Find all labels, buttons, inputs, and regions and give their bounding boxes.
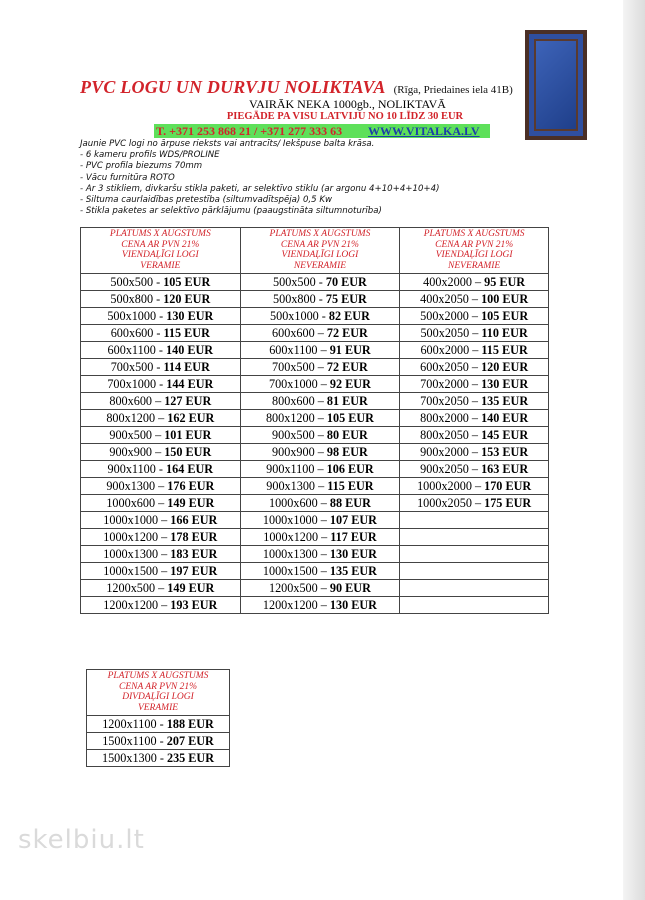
size-price-separator: –	[468, 427, 482, 442]
price-cell	[240, 444, 400, 461]
size-price-separator: –	[152, 427, 165, 442]
price-cell	[240, 461, 400, 478]
window-size: 500x1000	[270, 308, 319, 323]
price-cell	[240, 410, 400, 427]
price-cell	[81, 495, 241, 512]
price-cell	[400, 342, 549, 359]
price-cell	[400, 495, 549, 512]
price-cell	[87, 716, 230, 733]
header-price-label: CENA AR PVN 21%	[435, 239, 514, 250]
size-price-separator: –	[317, 580, 330, 595]
table-row	[81, 427, 549, 444]
window-price: 120 EUR	[481, 359, 529, 374]
window-size: 700x500	[110, 359, 154, 374]
price-cell	[400, 291, 549, 308]
price-cell	[240, 546, 400, 563]
window-price: 140 EUR	[481, 410, 529, 425]
price-cell	[240, 529, 400, 546]
header-window-type: VIENDAĻĪGI LOGI	[435, 250, 513, 260]
window-price: 81 EUR	[326, 393, 368, 408]
window-size: 1000x2000	[417, 478, 472, 493]
size-price-separator: –	[314, 444, 327, 459]
price-cell	[81, 308, 241, 325]
table-row	[87, 733, 230, 750]
window-price: 90 EUR	[329, 580, 371, 595]
header-opening-type: VERAMIE	[140, 260, 181, 271]
window-size: 1000x600	[268, 495, 318, 510]
size-price-separator: –	[317, 495, 330, 510]
table-row	[81, 461, 549, 478]
website-link[interactable]: WWW.VITALKA.LV	[368, 124, 480, 138]
price-cell	[81, 274, 241, 291]
size-price-separator: -	[156, 376, 167, 391]
size-price-separator: –	[468, 444, 482, 459]
price-cell	[240, 325, 400, 342]
table-row	[81, 393, 549, 410]
table-row	[81, 580, 549, 597]
window-size: 700x1000	[268, 376, 318, 391]
table-header-row	[81, 228, 549, 274]
window-price: 115 EUR	[327, 478, 374, 493]
price-cell	[240, 495, 400, 512]
price-cell	[81, 325, 241, 342]
price-cell	[240, 308, 400, 325]
header-window-type: VIENDAĻĪGI LOGI	[121, 250, 199, 260]
table-row	[81, 529, 549, 546]
window-size: 700x2050	[420, 393, 469, 408]
window-size: 1000x1300	[103, 546, 159, 561]
price-cell	[400, 597, 549, 614]
size-price-separator: –	[317, 597, 330, 612]
price-cell	[81, 342, 241, 359]
window-size: 1200x1100	[102, 716, 157, 731]
price-cell	[81, 376, 241, 393]
feature-line: - Stikla paketes ar selektīvo pārklājumu (paaugstināta siltumnoturība)	[80, 206, 382, 217]
column-header	[400, 228, 549, 274]
window-price: 72 EUR	[326, 325, 368, 340]
size-price-separator: -	[156, 750, 167, 765]
price-cell	[240, 342, 400, 359]
size-price-separator: –	[471, 478, 485, 493]
window-size: 900x1300	[106, 478, 156, 493]
price-cell	[240, 512, 400, 529]
window-size: 600x1100	[107, 342, 156, 357]
delivery-note: PIEGĀDE PA VISU LATVIJU NO 10 LĪDZ 30 EUR	[226, 111, 464, 122]
price-cell	[400, 478, 549, 495]
window-price: 120 EUR	[163, 291, 211, 306]
price-cell	[400, 393, 549, 410]
size-price-separator: –	[468, 308, 482, 323]
feature-line: - Ar 3 stikliem, divkaršu stikla paketi, ar selektīvo stiklu (ar argonu 4+10+4+10+4)	[80, 183, 440, 194]
window-price: 70 EUR	[325, 274, 367, 289]
header-dimensions-label: PLATUMS X AUGSTUMS	[423, 229, 525, 239]
window-price: 95 EUR	[484, 274, 526, 289]
price-cell	[400, 410, 549, 427]
window-size: 1000x1500	[262, 563, 318, 578]
price-cell	[81, 512, 241, 529]
table-row	[81, 478, 549, 495]
window-price: 163 EUR	[481, 461, 529, 476]
window-price: 183 EUR	[170, 546, 218, 561]
price-cell	[81, 410, 241, 427]
window-price: 175 EUR	[484, 495, 532, 510]
price-cell	[240, 274, 400, 291]
window-size: 1000x1200	[263, 529, 319, 544]
size-price-separator: -	[156, 716, 167, 731]
price-cell	[400, 325, 549, 342]
window-size: 600x600	[110, 325, 154, 340]
size-price-separator: –	[314, 325, 327, 340]
size-price-separator: –	[314, 410, 327, 425]
window-price: 149 EUR	[167, 495, 215, 510]
size-price-separator: –	[318, 529, 331, 544]
price-cell	[240, 478, 400, 495]
single-window-price-table	[80, 227, 549, 614]
price-cell	[240, 291, 400, 308]
window-size: 500x1000	[107, 308, 157, 323]
price-cell	[240, 580, 400, 597]
window-size: 900x1100	[107, 461, 156, 476]
window-price: 207 EUR	[166, 733, 214, 748]
window-price: 176 EUR	[167, 478, 215, 493]
window-size: 1500x1300	[101, 750, 157, 765]
feature-line: - PVC profila biezums 70mm	[80, 161, 203, 172]
window-price: 72 EUR	[326, 359, 368, 374]
warehouse-address: (Rīga, Priedaines iela 41B)	[393, 84, 513, 96]
window-size: 900x900	[109, 444, 153, 459]
size-price-separator: –	[315, 478, 328, 493]
window-price: 110 EUR	[481, 325, 528, 340]
size-price-separator: –	[468, 291, 482, 306]
size-price-separator: –	[317, 342, 330, 357]
price-cell	[81, 444, 241, 461]
header-price-label: CENA AR PVN 21%	[280, 239, 359, 250]
size-price-separator: –	[152, 393, 165, 408]
price-cell	[81, 478, 241, 495]
window-size: 700x2000	[420, 376, 469, 391]
table-row	[81, 291, 549, 308]
price-cell	[400, 461, 549, 478]
window-size: 1200x500	[268, 580, 318, 595]
window-size: 800x1200	[265, 410, 315, 425]
price-cell	[400, 359, 549, 376]
price-cell	[400, 274, 549, 291]
page-edge-shadow	[623, 0, 645, 900]
window-size: 700x1000	[107, 376, 157, 391]
window-size: 1000x1000	[262, 512, 318, 527]
price-cell	[81, 563, 241, 580]
table-row	[81, 359, 549, 376]
size-price-separator: –	[317, 376, 330, 391]
size-price-separator: –	[155, 410, 168, 425]
price-cell	[81, 291, 241, 308]
price-cell	[81, 427, 241, 444]
window-price: 130 EUR	[329, 597, 377, 612]
window-price: 88 EUR	[329, 495, 371, 510]
window-price: 149 EUR	[167, 580, 215, 595]
size-price-separator: –	[158, 546, 171, 561]
window-size: 700x500	[272, 359, 315, 374]
window-price: 235 EUR	[166, 750, 215, 765]
size-price-separator: –	[152, 444, 165, 459]
window-price: 115 EUR	[163, 325, 210, 340]
size-price-separator: –	[158, 529, 171, 544]
price-cell	[240, 563, 400, 580]
price-cell	[400, 444, 549, 461]
price-cell	[240, 376, 400, 393]
price-cell	[400, 376, 549, 393]
window-price: 105 EUR	[481, 308, 529, 323]
size-price-separator: –	[469, 325, 482, 340]
window-price: 127 EUR	[164, 393, 212, 408]
window-price: 98 EUR	[326, 444, 368, 459]
window-size: 500x500	[110, 274, 154, 289]
price-cell	[400, 529, 549, 546]
window-size: 800x600	[272, 393, 315, 408]
size-price-separator: –	[158, 597, 171, 612]
window-size: 500x2000	[420, 308, 469, 323]
price-cell	[81, 580, 241, 597]
size-price-separator: -	[155, 461, 167, 476]
price-cell	[400, 546, 549, 563]
phone-numbers: T. +371 253 868 21 / +371 277 333 63	[156, 124, 343, 138]
size-price-separator: –	[158, 563, 171, 578]
window-size: 1000x1500	[103, 563, 159, 578]
header-dimensions-label: PLATUMS X AUGSTUMS	[269, 229, 371, 239]
window-price: 117 EUR	[330, 529, 377, 544]
price-cell	[81, 393, 241, 410]
window-size: 600x2000	[420, 342, 470, 357]
window-price: 162 EUR	[167, 410, 215, 425]
feature-line: - 6 kameru profils WDS/PROLINE	[80, 150, 220, 161]
window-size: 600x1100	[269, 342, 318, 357]
table-header-row	[87, 670, 230, 716]
size-price-separator: –	[314, 393, 327, 408]
window-size: 600x600	[272, 325, 315, 340]
window-price: 80 EUR	[326, 427, 368, 442]
window-size: 900x500	[109, 427, 153, 442]
size-price-separator: -	[153, 325, 164, 340]
feature-line: - Siltuma caurlaidības pretestība (siltumvadītspēja) 0,5 Kw	[80, 195, 333, 206]
table-row	[81, 342, 549, 359]
window-price: 188 EUR	[166, 716, 214, 731]
price-cell	[400, 427, 549, 444]
window-price: 193 EUR	[170, 597, 218, 612]
feature-line: - Vācu furnitūra ROTO	[80, 172, 175, 183]
price-cell	[87, 733, 230, 750]
window-price: 150 EUR	[164, 444, 212, 459]
table-row	[87, 750, 230, 767]
window-size: 1000x1300	[262, 546, 318, 561]
price-cell	[81, 359, 241, 376]
window-price: 135 EUR	[329, 563, 377, 578]
size-price-separator: –	[317, 563, 330, 578]
table-row	[81, 563, 549, 580]
pvc-window-icon	[525, 30, 587, 140]
window-price: 130 EUR	[329, 546, 377, 561]
size-price-separator: -	[156, 308, 167, 323]
size-price-separator: -	[153, 291, 164, 306]
size-price-separator: -	[318, 308, 329, 323]
window-size: 1200x1200	[103, 597, 159, 612]
site-watermark: skelbiu.lt	[18, 825, 145, 855]
column-header	[81, 228, 241, 274]
price-cell	[81, 461, 241, 478]
column-header	[87, 670, 230, 716]
table-row	[81, 546, 549, 563]
header-opening-type: NEVERAMIE	[448, 260, 501, 271]
window-price: 153 EUR	[481, 444, 529, 459]
header-window-type: DIVDAĻĪGI LOGI	[122, 692, 194, 702]
window-price: 144 EUR	[166, 376, 214, 391]
window-price: 101 EUR	[164, 427, 212, 442]
window-price: 105 EUR	[326, 410, 374, 425]
price-cell	[400, 563, 549, 580]
price-cell	[81, 597, 241, 614]
window-price: 106 EUR	[326, 461, 374, 476]
window-size: 1200x1200	[262, 597, 318, 612]
price-cell	[87, 750, 230, 767]
window-size: 500x800	[273, 291, 316, 306]
size-price-separator: –	[317, 546, 330, 561]
window-size: 800x1200	[106, 410, 156, 425]
price-cell	[240, 597, 400, 614]
window-price: 130 EUR	[166, 308, 214, 323]
window-price: 164 EUR	[166, 461, 214, 476]
size-price-separator: –	[468, 461, 482, 476]
size-price-separator: –	[468, 393, 482, 408]
price-cell	[81, 546, 241, 563]
window-price: 166 EUR	[170, 512, 218, 527]
table-row	[81, 325, 549, 342]
header-price-label: CENA AR PVN 21%	[118, 681, 198, 692]
column-header	[240, 228, 400, 274]
size-price-separator: –	[468, 376, 482, 391]
window-price: 130 EUR	[481, 376, 529, 391]
header-opening-type: NEVERAMIE	[293, 260, 347, 271]
price-cell	[240, 359, 400, 376]
size-price-separator: –	[468, 410, 482, 425]
size-price-separator: -	[315, 274, 326, 289]
header-dimensions-label: PLATUMS X AUGSTUMS	[109, 229, 211, 239]
window-price: 178 EUR	[170, 529, 218, 544]
table-row	[87, 716, 230, 733]
size-price-separator: –	[468, 359, 482, 374]
window-size: 400x2000	[423, 274, 472, 289]
window-price: 197 EUR	[170, 563, 218, 578]
window-price: 135 EUR	[481, 393, 529, 408]
table-row	[81, 597, 549, 614]
window-size: 500x2050	[420, 325, 470, 340]
header-dimensions-label: PLATUMS X AUGSTUMS	[107, 671, 209, 681]
size-price-separator: -	[156, 733, 167, 748]
window-size: 1000x2050	[417, 495, 472, 510]
table-row	[81, 274, 549, 291]
window-size: 800x2000	[420, 410, 469, 425]
window-price: 91 EUR	[329, 342, 371, 357]
window-size: 600x2050	[420, 359, 469, 374]
table-row	[81, 376, 549, 393]
table-row	[81, 495, 549, 512]
window-price: 114 EUR	[163, 359, 210, 374]
header-window-type: VIENDAĻĪGI LOGI	[281, 250, 359, 260]
price-cell	[400, 512, 549, 529]
size-price-separator: –	[314, 359, 327, 374]
header-price-label: CENA AR PVN 21%	[121, 239, 200, 250]
size-price-separator: –	[314, 461, 327, 476]
size-price-separator: -	[315, 291, 326, 306]
window-size: 800x600	[109, 393, 153, 408]
window-size: 400x2050	[420, 291, 469, 306]
feature-list	[80, 139, 439, 217]
size-price-separator: –	[155, 478, 168, 493]
window-size: 1000x1200	[103, 529, 159, 544]
window-size: 500x500	[273, 274, 316, 289]
window-size: 900x1300	[266, 478, 316, 493]
window-size: 500x800	[110, 291, 154, 306]
window-size: 900x500	[272, 427, 315, 442]
table-row	[81, 410, 549, 427]
size-price-separator: –	[314, 427, 327, 442]
size-price-separator: -	[153, 359, 164, 374]
window-price: 170 EUR	[484, 478, 532, 493]
price-cell	[240, 393, 400, 410]
table-row	[81, 512, 549, 529]
window-price: 145 EUR	[481, 427, 529, 442]
size-price-separator: –	[155, 495, 168, 510]
table-row	[81, 308, 549, 325]
title-line	[80, 77, 513, 98]
size-price-separator: –	[158, 512, 171, 527]
window-size: 900x2000	[420, 444, 469, 459]
window-size: 1200x500	[106, 580, 156, 595]
window-price: 82 EUR	[328, 308, 370, 323]
size-price-separator: –	[317, 512, 330, 527]
page-title: PVC LOGU UN DURVJU NOLIKTAVA	[80, 77, 386, 97]
header-opening-type: VERAMIE	[137, 702, 179, 713]
window-price: 115 EUR	[481, 342, 528, 357]
window-price: 100 EUR	[481, 291, 529, 306]
price-cell	[240, 427, 400, 444]
window-price: 140 EUR	[166, 342, 214, 357]
price-cell	[81, 529, 241, 546]
window-size: 1500x1100	[102, 733, 157, 748]
double-window-price-table	[86, 669, 230, 767]
size-price-separator: –	[469, 342, 482, 357]
price-cell	[400, 580, 549, 597]
window-price: 105 EUR	[163, 274, 211, 289]
size-price-separator: –	[471, 274, 485, 289]
window-size: 1000x1000	[103, 512, 159, 527]
stock-subtitle: VAIRĀK NEKA 1000gb., NOLIKTAVĀ	[249, 97, 446, 111]
window-price: 92 EUR	[329, 376, 371, 391]
table-row	[81, 444, 549, 461]
window-size: 900x900	[272, 444, 315, 459]
size-price-separator: –	[155, 580, 168, 595]
size-price-separator: -	[153, 274, 164, 289]
size-price-separator: –	[471, 495, 485, 510]
price-cell	[400, 308, 549, 325]
window-size: 800x2050	[420, 427, 469, 442]
window-size: 900x2050	[420, 461, 469, 476]
window-price: 107 EUR	[329, 512, 377, 527]
window-price: 75 EUR	[325, 291, 367, 306]
feature-line: Jaunie PVC logi no ārpuse rieksts vai antracīts/ Iekšpuse balta krāsa.	[80, 139, 375, 149]
window-size: 900x1100	[266, 461, 315, 476]
window-size: 1000x600	[106, 495, 156, 510]
size-price-separator: -	[155, 342, 167, 357]
